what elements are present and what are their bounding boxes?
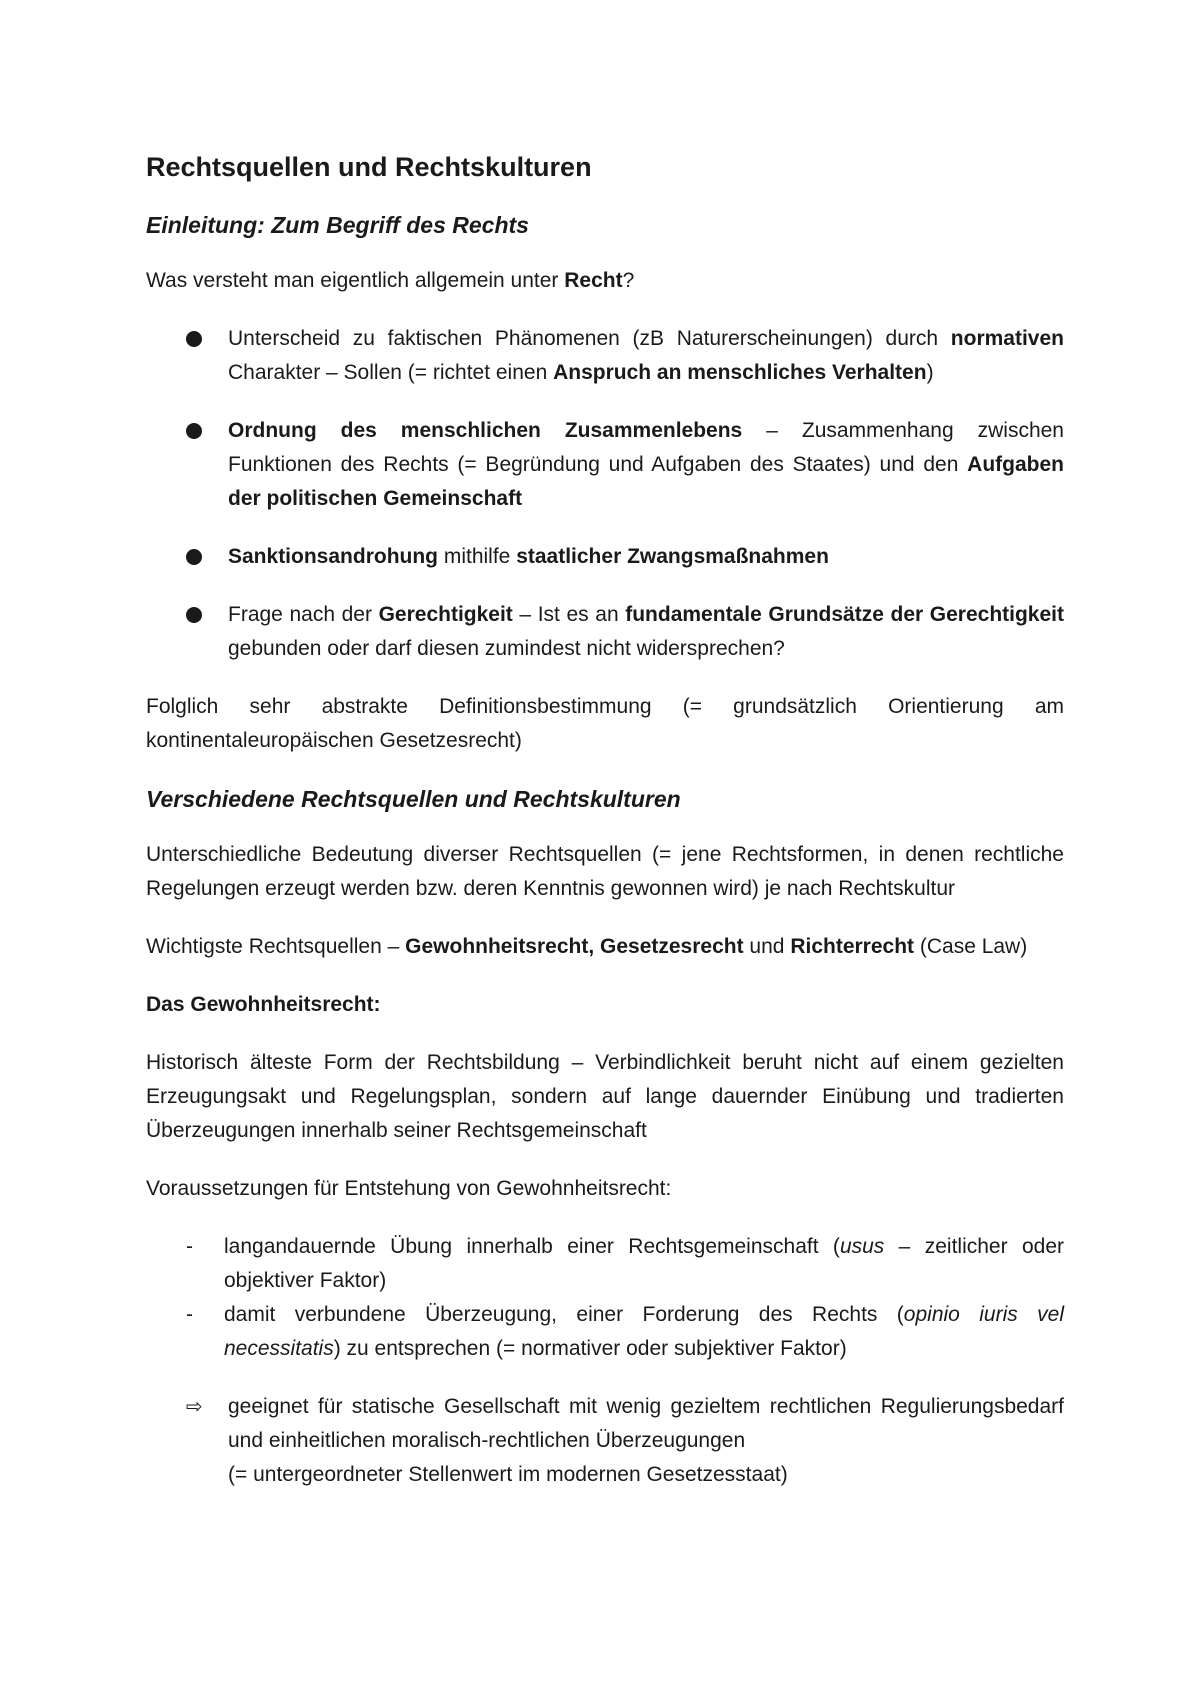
bullet-bold: fundamentale Grundsätze der Gerechtigkeit [625,603,1064,626]
bullet-dot-icon [186,549,202,565]
voraussetzungen-dash-list [146,1230,1064,1366]
bullet-bold: staatlicher Zwangsmaßnahmen [516,545,829,568]
bullet-bold: Ordnung des menschlichen Zusammenlebens [228,419,743,442]
bullet-bold: normativen [950,327,1064,350]
dash-text: langandauernde Übung innerhalb einer Rechtsgemeinschaft ( [224,1235,840,1258]
bullet-item [146,414,1064,516]
dash-text: damit verbundene Überzeugung, einer Forderung des Rechts ( [224,1303,904,1326]
bullet-item [146,540,1064,574]
dash-text: ) zu entsprechen (= normativer oder subjektiver Faktor) [333,1337,847,1360]
bullet-text: Unterscheid zu faktischen Phänomenen (zB Naturerscheinungen) durch [228,327,951,350]
definition-conclusion: Folglich sehr abstrakte Definitionsbestimmung (= grundsätzlich Orientierung am kontinentaleuropäischen Gesetzesrecht) [146,695,1064,752]
arrow-line-2: (= untergeordneter Stellenwert im modernen Gesetzesstaat) [228,1463,788,1486]
bullet-dot-icon [186,423,202,439]
dash-text: – zeitlicher oder objektiver Faktor) [224,1235,1065,1292]
bullet-text: – Zusammenhang zwischen Funktionen des Rechts (= Begründung und Aufgaben des Staates) und den [228,419,1064,476]
dash-italic: usus [839,1235,885,1258]
section-heading-einleitung: Einleitung: Zum Begriff des Rechts [146,212,529,238]
rechtsquellen-paragraph: Unterschiedliche Bedeutung diverser Rechtsquellen (= jene Rechtsformen, in denen rechtliche Regelungen erzeugt werden bzw. deren Kenntnis gewonnen wird) je nach Rechtskultur [146,843,1064,900]
intro-question-bold: Recht [564,269,623,292]
conclusion-arrow-item [146,1390,1064,1492]
paragraph-text: und [743,935,791,958]
document-title: Rechtsquellen und Rechtskulturen [146,152,592,182]
bullet-item [146,598,1064,666]
intro-question-end: ? [622,269,635,292]
bullet-bold: Gerechtigkeit [378,603,513,626]
voraussetzungen-paragraph: Voraussetzungen für Entstehung von Gewohnheitsrecht: [146,1177,672,1200]
definition-bullet-list [146,322,1064,666]
paragraph-bold: Richterrecht [790,935,915,958]
intro-question [146,264,1064,298]
gewohnheitsrecht-subheading: Das Gewohnheitsrecht: [146,993,381,1016]
wichtigste-rechtsquellen-paragraph [146,930,1064,964]
intro-question-text: Was versteht man eigentlich allgemein unter [146,269,565,292]
dash-marker: - [186,1303,193,1326]
bullet-dot-icon [186,331,202,347]
bullet-dot-icon [186,607,202,623]
bullet-text: mithilfe [438,545,517,568]
dash-italic: opinio iuris vel necessitatis [224,1303,1064,1360]
dash-item [146,1230,1064,1298]
paragraph-text: Wichtigste Rechtsquellen – [146,935,406,958]
bullet-bold: Sanktionsandrohung [228,545,438,568]
dash-marker: - [186,1235,193,1258]
bullet-text: gebunden oder darf diesen zumindest nicht widersprechen? [228,637,785,660]
document-page [146,148,1064,1492]
bullet-text: Charakter – Sollen (= richtet einen [228,361,554,384]
bullet-text: – Ist es an [512,603,626,626]
arrow-right-icon: ⇨ [186,1396,203,1418]
bullet-bold: Anspruch an menschliches Verhalten [553,361,927,384]
bullet-item [146,322,1064,390]
bullet-text: ) [926,361,934,384]
arrow-line-1: geeignet für statische Gesellschaft mit wenig gezieltem rechtlichen Regulierungsbedarf und einheitlichen moralisch-rechtlichen Überzeugungen [228,1395,1064,1452]
paragraph-bold: Gewohnheitsrecht, Gesetzesrecht [405,935,744,958]
bullet-text: Frage nach der [228,603,379,626]
paragraph-text: (Case Law) [914,935,1028,958]
section-heading-rechtsquellen: Verschiedene Rechtsquellen und Rechtskulturen [146,786,681,812]
bullet-bold: Aufgaben der politischen Gemeinschaft [228,453,1064,510]
gewohnheitsrecht-paragraph: Historisch älteste Form der Rechtsbildung – Verbindlichkeit beruht nicht auf einem gezielten Erzeugungsakt und Regelungsplan, sondern auf lange dauernder Einübung und tradierten Überzeugungen innerhalb seiner Rechtsgemeinschaft [146,1051,1064,1142]
dash-item [146,1298,1064,1366]
